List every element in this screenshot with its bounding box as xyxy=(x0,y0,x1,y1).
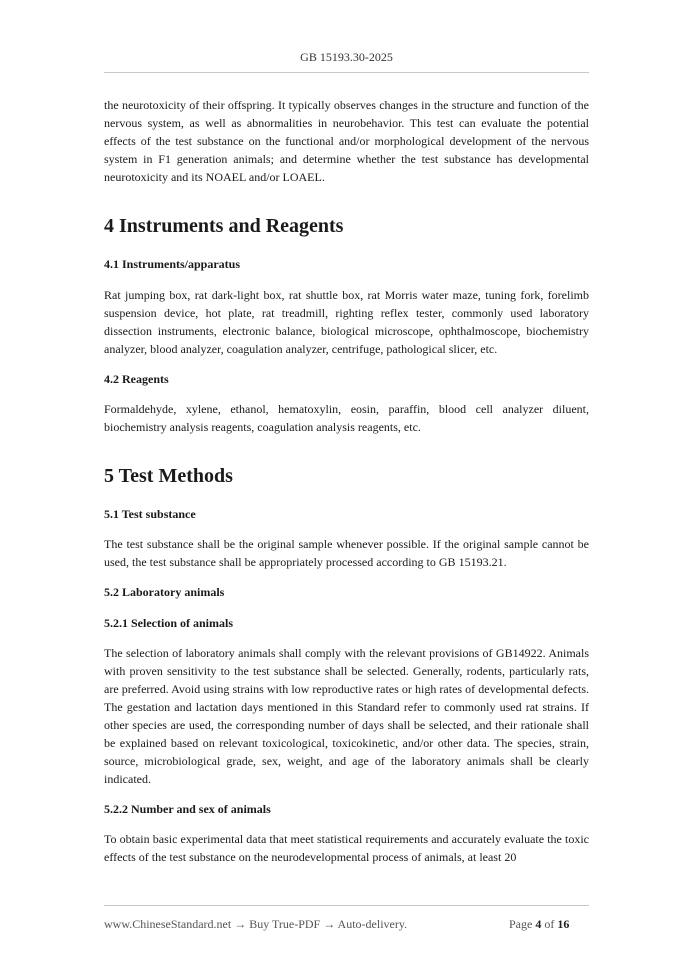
section-5-heading: 5 Test Methods xyxy=(104,465,233,487)
section-5-2-2-heading: 5.2.2 Number and sex of animals xyxy=(104,802,271,816)
section-5-1-heading: 5.1 Test substance xyxy=(104,507,196,521)
page-current: 4 xyxy=(535,917,542,931)
page-number xyxy=(509,917,569,932)
footer-store-link[interactable]: www.ChineseStandard.net → Buy True-PDF → Auto-delivery. xyxy=(104,917,408,931)
section-5-2-1-heading: 5.2.1 Selection of animals xyxy=(104,616,233,630)
page-word: Page xyxy=(509,917,533,931)
section-4-heading: 4 Instruments and Reagents xyxy=(104,215,344,237)
section-5-2-heading: 5.2 Laboratory animals xyxy=(104,585,225,599)
footer-rule xyxy=(104,905,589,906)
of-word: of xyxy=(544,917,555,931)
page-total: 16 xyxy=(557,917,570,931)
page-content xyxy=(104,96,589,866)
intro-paragraph: the neurotoxicity of their offspring. It typically observes changes in the structure and function of the nervous system, as well as abnormalities in neurobehavior. This test can evaluate the potential effects of the test substance on the functional and/or morphological development of the nervous system in F1 generation animals; and determine whether the test substance has developmental neurotoxicity and its NOAEL and/or LOAEL. xyxy=(104,98,589,184)
header-rule xyxy=(104,72,589,73)
number-sex-paragraph: To obtain basic experimental data that meet statistical requirements and accurately evaluate the toxic effects of the test substance on the neurodevelopmental process of animals, at least 20 xyxy=(104,832,589,864)
instruments-paragraph: Rat jumping box, rat dark-light box, rat shuttle box, rat Morris water maze, tuning fork, forelimb suspension device, hot plate, rat treadmill, righting reflex tester, commonly used laboratory dissection instruments, electronic balance, biological microscope, ophthalmoscope, biochemistry analyzer, blood analyzer, coagulation analyzer, centrifuge, pathological slicer, etc. xyxy=(104,288,589,356)
reagents-paragraph: Formaldehyde, xylene, ethanol, hematoxylin, eosin, paraffin, blood cell analyzer diluent, biochemistry analysis reagents, coagulation analysis reagents, etc. xyxy=(104,402,589,434)
section-4-1-heading: 4.1 Instruments/apparatus xyxy=(104,257,241,271)
document-id-header: GB 15193.30-2025 xyxy=(300,50,393,64)
test-substance-paragraph: The test substance shall be the original sample whenever possible. If the original sample cannot be used, the test substance shall be appropriately processed according to GB 15193.21. xyxy=(104,537,589,569)
section-4-2-heading: 4.2 Reagents xyxy=(104,372,169,386)
selection-paragraph: The selection of laboratory animals shall comply with the relevant provisions of GB14922. Animals with proven sensitivity to the test substance shall be selected. Generally, rodents, particularly rats, are preferred. Avoid using strains with low reproductive rates or high rates of developmental defects. The gestation and lactation days mentioned in this Standard refer to commonly used rat strains. If other species are used, the corresponding number of days shall be selected, and their rationale shall be explained based on relevant toxicological, toxicokinetic, and/or other data. The species, strain, source, microbiological grade, sex, weight, and age of the laboratory animals shall be clearly indicated. xyxy=(104,646,589,786)
